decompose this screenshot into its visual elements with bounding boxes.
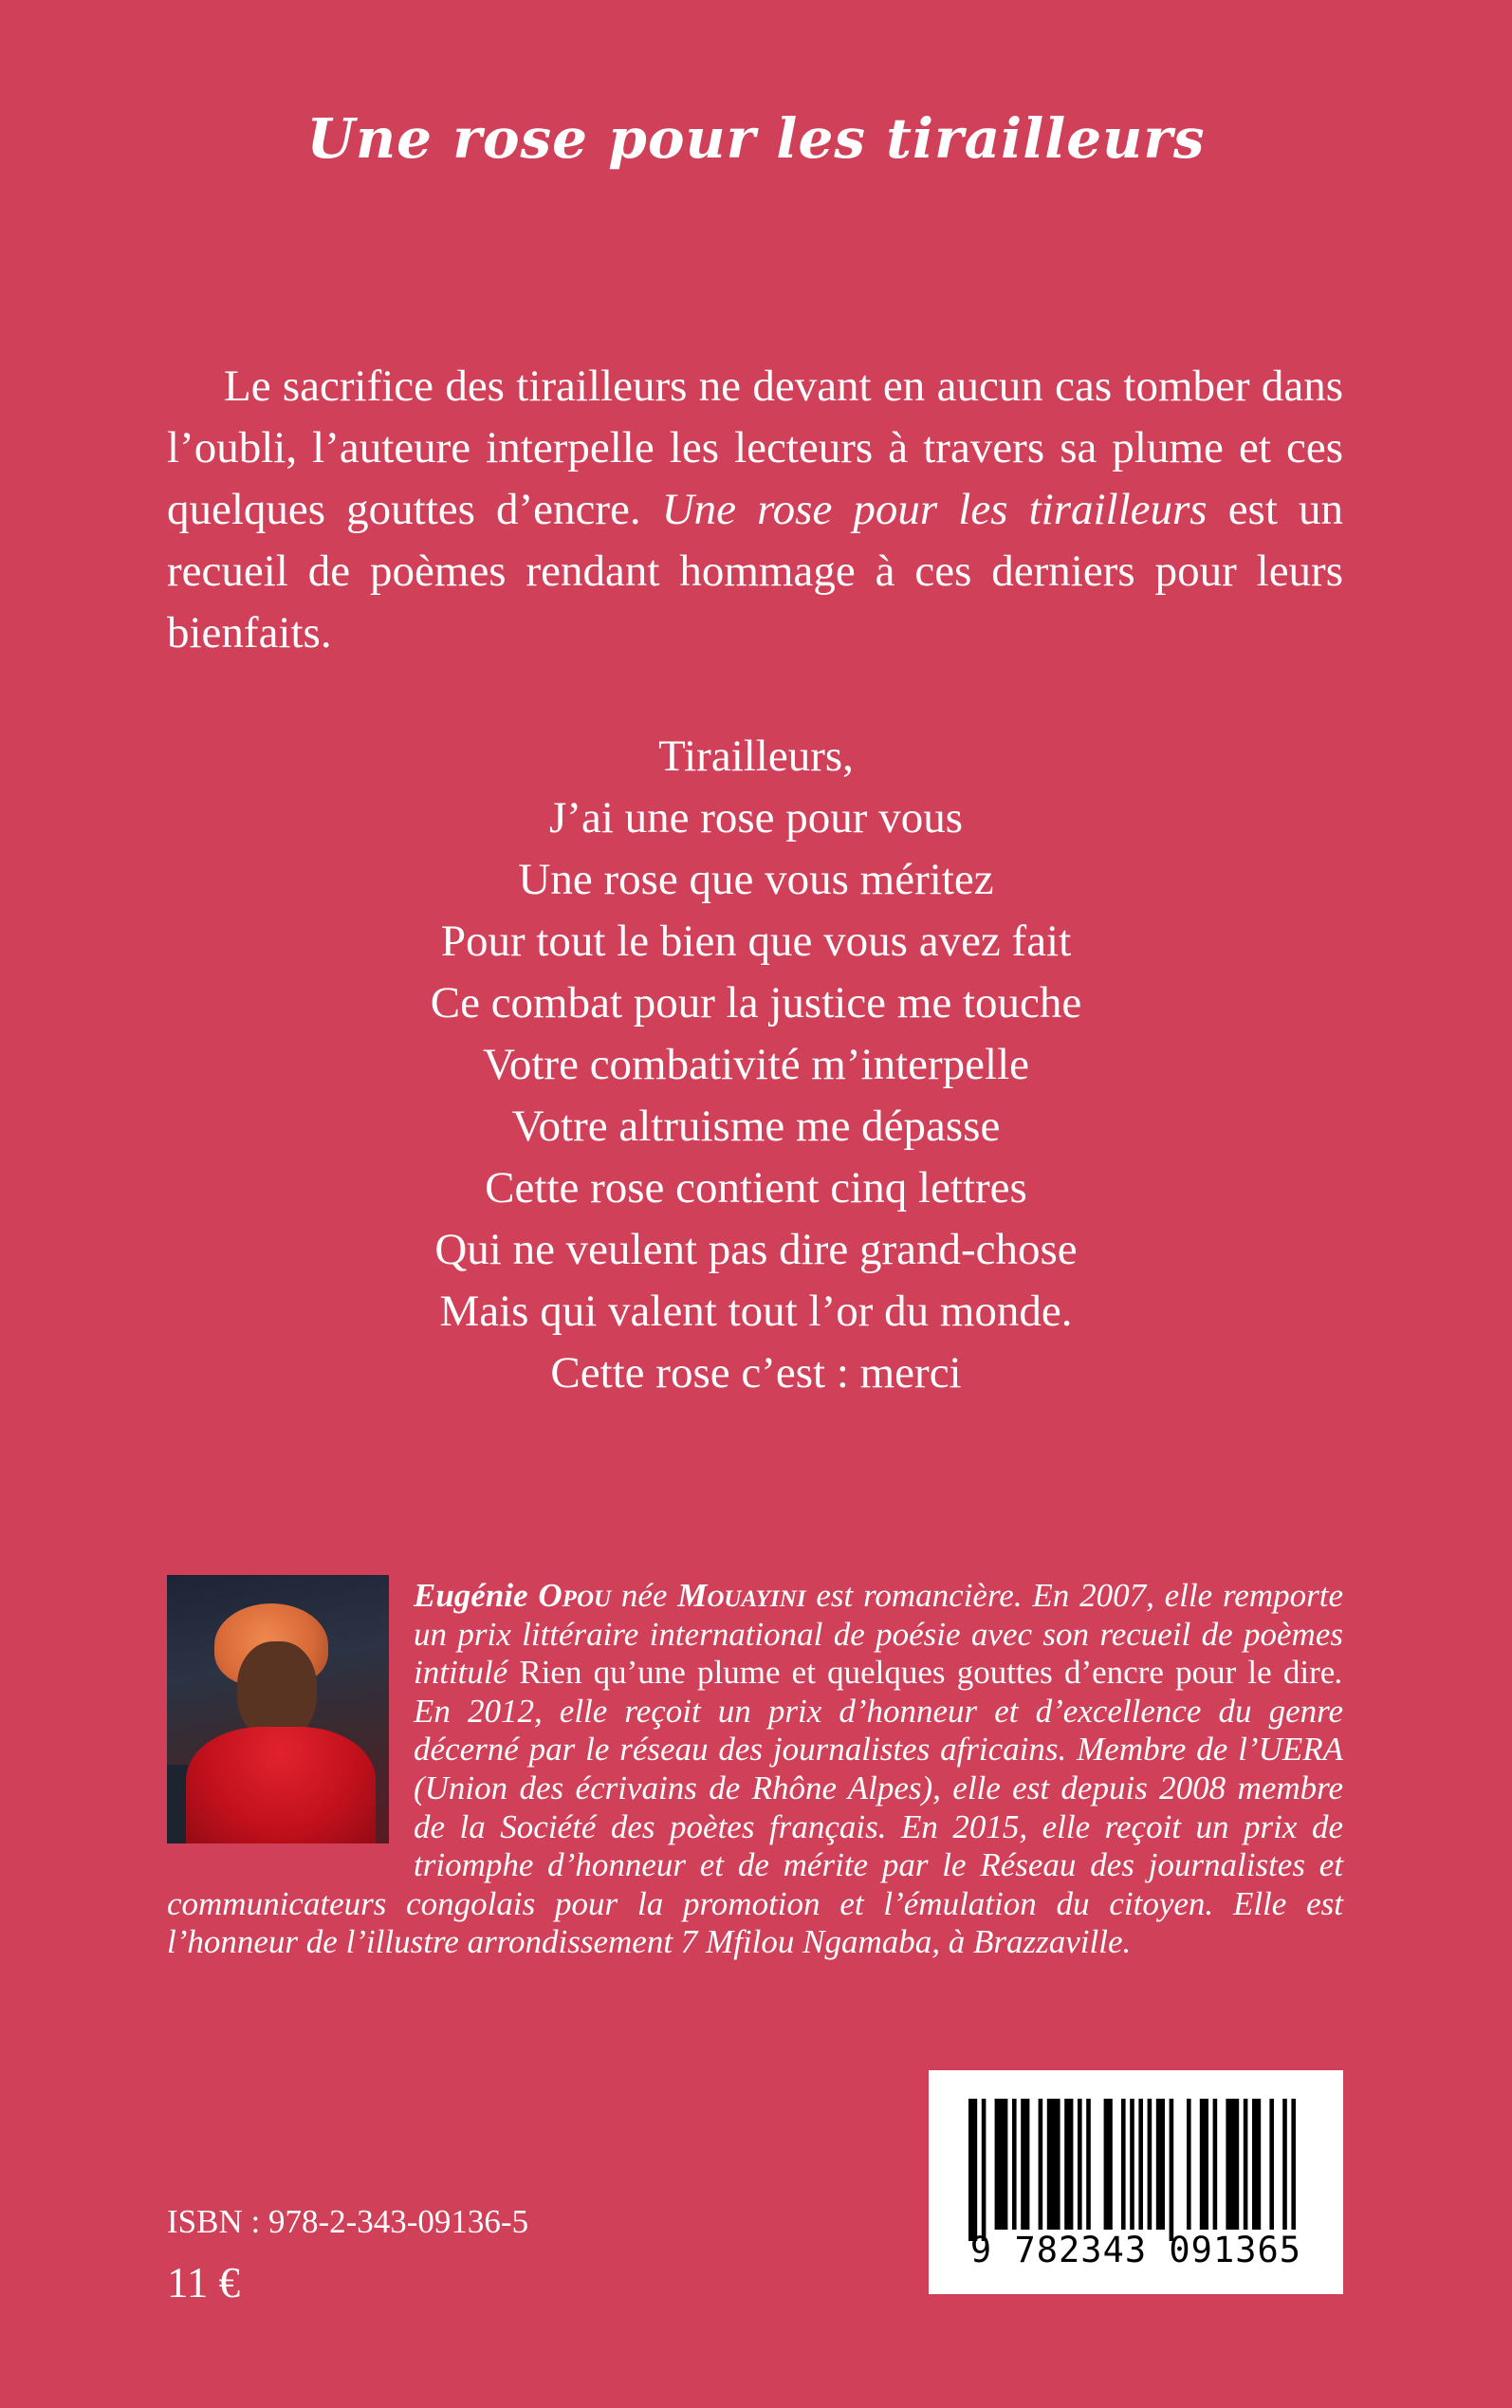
barcode-bar	[1244, 2099, 1248, 2230]
poem-line: J’ai une rose pour vous	[549, 793, 963, 843]
author-nee: née	[611, 1577, 678, 1614]
author-surname: Opou	[538, 1577, 612, 1614]
blurb-text-after: est un recueil de poèmes rendant hommage à ces derniers pour leurs bienfaits.	[167, 485, 1343, 658]
barcode-bar	[1200, 2099, 1208, 2230]
poem-line: Une rose que vous méritez	[518, 855, 994, 904]
isbn: ISBN : 978-2-343-09136-5	[167, 2203, 529, 2240]
blurb-text-before: Le sacrifice des tirailleurs ne devant en aucun cas tomber dans l’oubli, l’auteure interpelle les lecteurs à travers sa plume et ces quelques gouttes d’encre.	[167, 361, 1343, 534]
blurb-title-italic: Une rose pour les tirailleurs	[661, 485, 1208, 534]
author-bio-part2: . En 2012, elle reçoit un prix d’honneur et d’excellence du genre décerné par le réseau des journalistes africains. Membre de l’UERA (Union des écrivains de Rhône Alpes), elle est depuis 2008 membre de la Société des poètes français. En 2015, elle reçoit un prix de triomphe d’honneur et de mérite par le Réseau des journalistes et communicateurs congolais pour la promotion et l’émulation du citoyen. Elle est l’honneur de l’illustre arrondissement 7 Mfilou Ngamaba, à Brazzaville.	[167, 1654, 1344, 1961]
barcode-bar	[1021, 2099, 1029, 2230]
barcode-bar	[1213, 2099, 1218, 2230]
poem-line: Qui ne veulent pas dire grand-chose	[434, 1225, 1078, 1274]
poem-line: Cette rose contient cinq lettres	[485, 1163, 1027, 1213]
author-bio-part1: est romancière. En 2007, elle remporte un prix littéraire international de poésie avec son recueil de poèmes intitulé	[414, 1577, 1343, 1692]
barcode-digits: 9 782343 091365	[969, 2230, 1302, 2270]
barcode-bar	[1156, 2099, 1165, 2230]
author-bio	[167, 1577, 1343, 1962]
barcode-bar	[1138, 2099, 1143, 2230]
barcode	[929, 2070, 1343, 2294]
barcode-bar	[1078, 2099, 1082, 2230]
barcode-bar	[1012, 2099, 1017, 2230]
barcode-bar	[995, 2099, 1008, 2230]
barcode-bar	[1187, 2099, 1191, 2230]
poem-line: Ce combat pour la justice me touche	[430, 978, 1082, 1028]
barcode-bar	[982, 2099, 986, 2241]
author-first-name: Eugénie	[414, 1577, 539, 1614]
poem-line: Tirailleurs,	[658, 732, 854, 781]
barcode-bar	[1121, 2099, 1126, 2230]
barcode-bar	[1148, 2099, 1152, 2230]
back-cover-blurb	[167, 356, 1343, 664]
photo-wrap-spacer	[167, 1577, 414, 1858]
barcode-bar	[968, 2099, 977, 2241]
barcode-bar	[1104, 2099, 1113, 2230]
barcode-bar	[1252, 2099, 1261, 2230]
barcode-bar	[1064, 2099, 1073, 2230]
barcode-bar	[1047, 2099, 1060, 2230]
barcode-bar	[1039, 2099, 1043, 2230]
poem-line: Mais qui valent tout l’or du monde.	[439, 1287, 1073, 1336]
barcode-bar	[1226, 2099, 1239, 2230]
poem-line: Cette rose c’est : merci	[550, 1348, 962, 1398]
poem-excerpt	[0, 726, 1512, 1404]
poem-line: Votre combativité m’interpelle	[482, 1040, 1029, 1089]
barcode-bar	[1269, 2099, 1274, 2230]
barcode-bar	[1282, 2099, 1287, 2230]
price: 11 €	[167, 2259, 241, 2306]
barcode-bar	[1170, 2099, 1174, 2241]
barcode-bar	[1130, 2099, 1134, 2230]
poem-line: Pour tout le bien que vous avez fait	[440, 917, 1072, 966]
barcode-bar	[1291, 2099, 1296, 2230]
book-title: Une rose pour les tirailleurs	[306, 106, 1206, 171]
barcode-bar	[1086, 2099, 1091, 2230]
author-book-title: Rien qu’une plume et quelques gouttes d’encre pour le dire	[519, 1654, 1336, 1692]
poem-line: Votre altruisme me dépasse	[511, 1102, 1001, 1151]
author-maiden-name: Mouayini	[677, 1577, 806, 1614]
